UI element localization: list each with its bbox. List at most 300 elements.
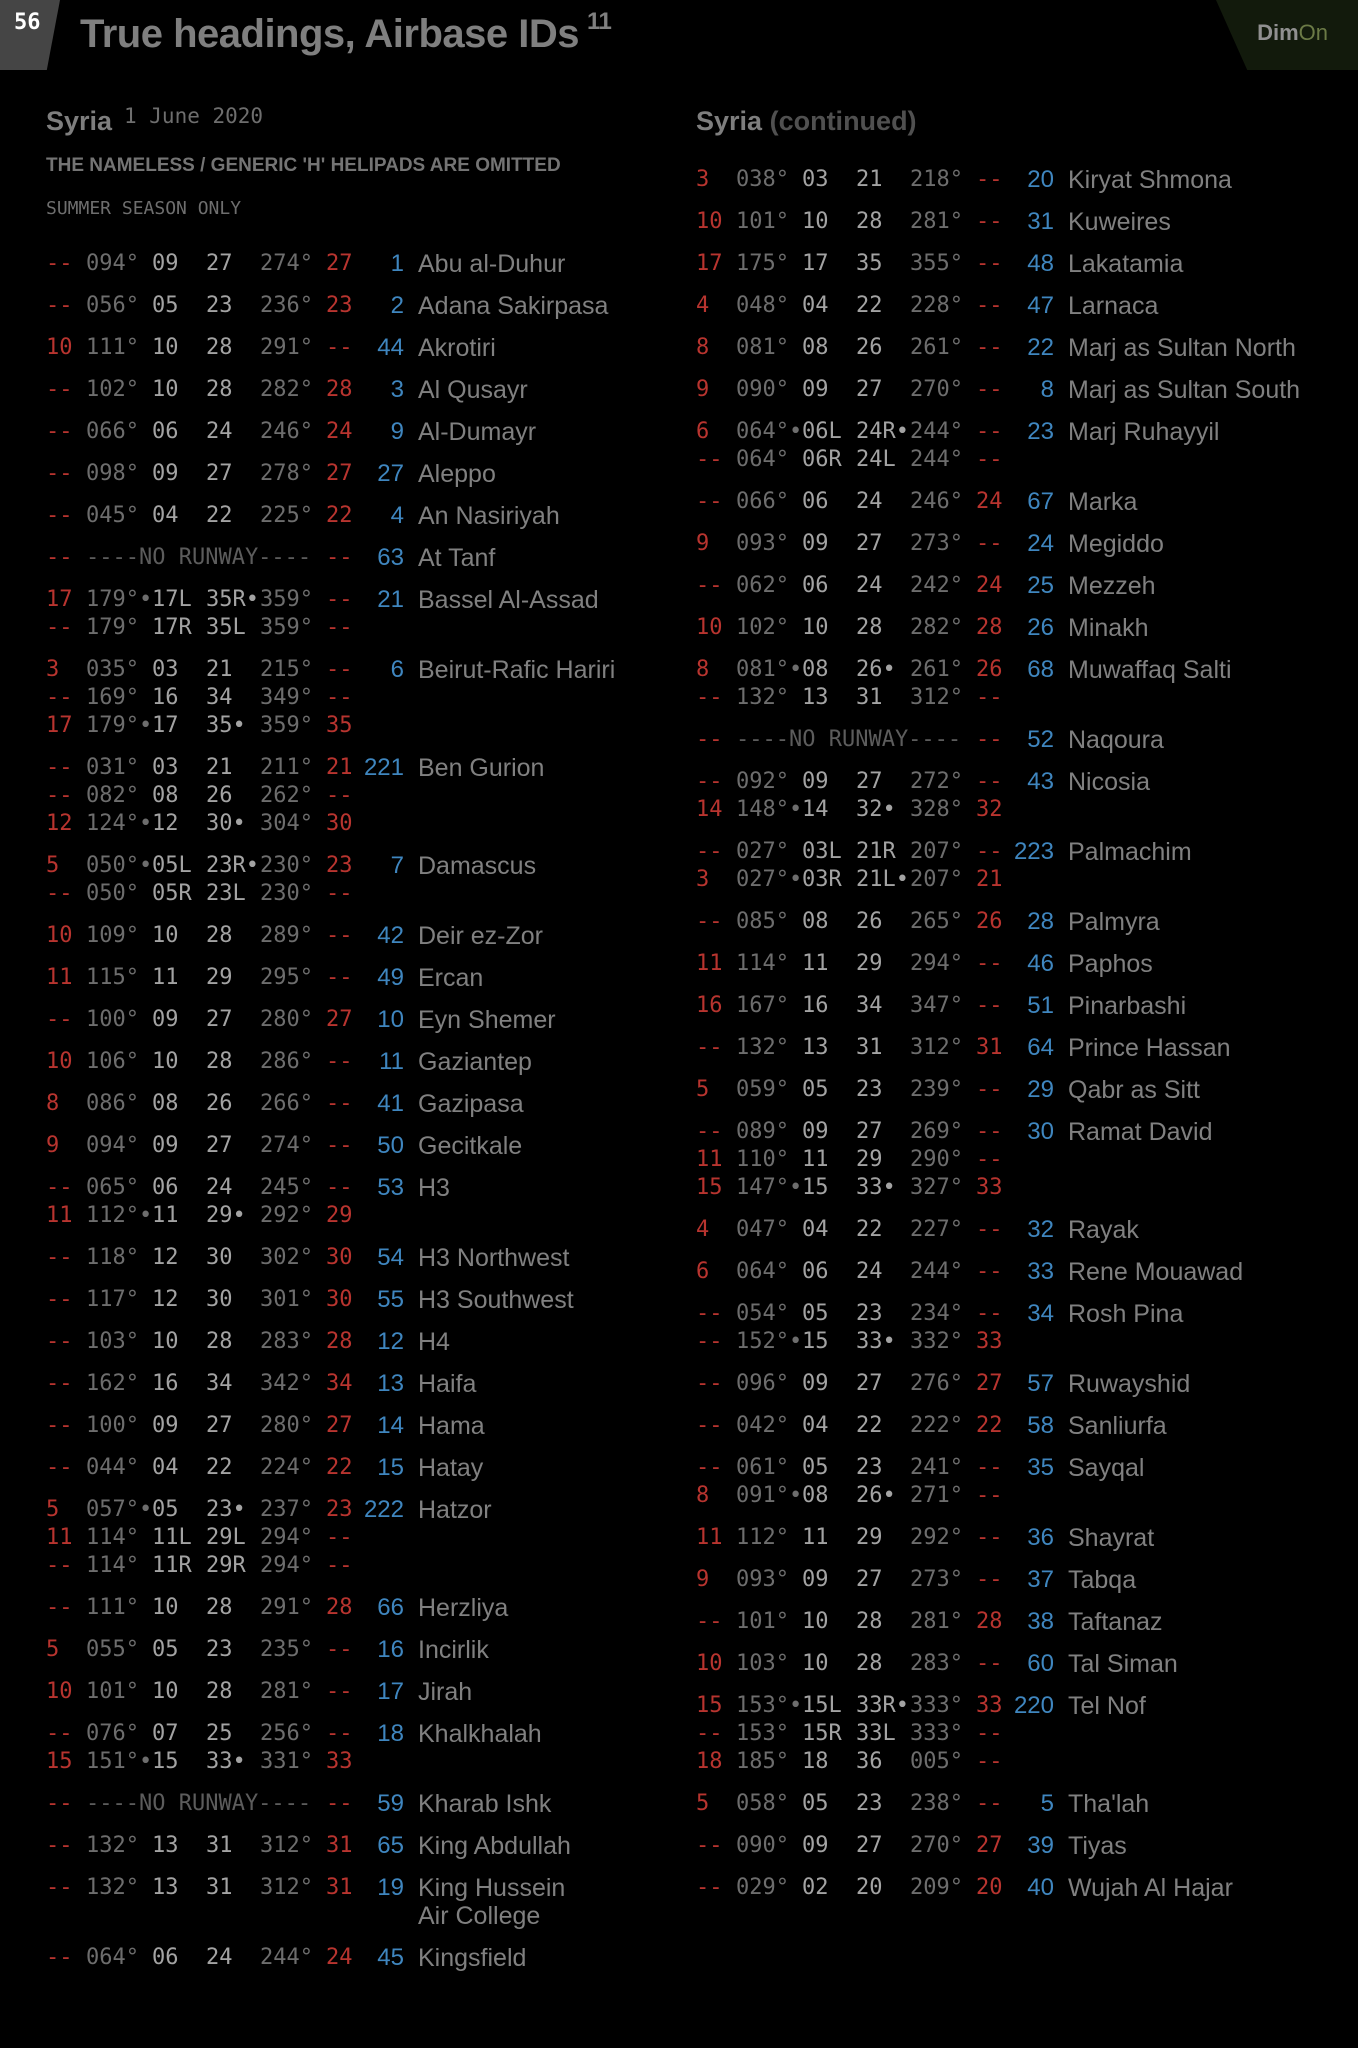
- heading-left: 065°: [86, 1175, 139, 1200]
- heading-left: 132°: [736, 685, 789, 710]
- heading-right: 312°: [260, 1875, 313, 1900]
- heading-right: 265°: [910, 909, 963, 934]
- heading-left: 094°: [86, 251, 139, 276]
- flight-level-left: --: [696, 839, 723, 864]
- heading-right: 290°: [910, 1147, 963, 1172]
- flight-level-right: --: [976, 1217, 1003, 1242]
- airbase-entry: [46, 922, 646, 950]
- runway-right: 23: [856, 1455, 883, 1480]
- runway-left: 09: [152, 251, 179, 276]
- no-runway-label: ----NO RUNWAY----: [86, 545, 312, 570]
- airbase-name: Marka: [1068, 488, 1138, 516]
- runway-left: 06: [802, 1259, 829, 1284]
- flight-level-right: --: [326, 1791, 353, 1816]
- flight-level-right: --: [976, 251, 1003, 276]
- airbase-entry: [696, 1692, 1336, 1776]
- heading-left: 115°: [86, 965, 139, 990]
- airbase-entry: [696, 1454, 1336, 1510]
- runway-left: 09: [802, 769, 829, 794]
- runway-row: [46, 1748, 646, 1776]
- runway-right: 24L: [856, 447, 896, 472]
- airbase-entry: [46, 1790, 646, 1818]
- heading-right: 282°: [910, 615, 963, 640]
- airbase-id: 36: [1027, 1524, 1054, 1551]
- flight-level-right: --: [976, 1721, 1003, 1746]
- airbase-entry: [46, 418, 646, 446]
- airbase-entry: [46, 964, 646, 992]
- airbase-entry: [46, 460, 646, 488]
- runway-left: 03: [152, 755, 179, 780]
- airbase-entry: [46, 1636, 646, 1664]
- flight-level-left: --: [46, 1875, 73, 1900]
- runway-row: [46, 1202, 646, 1230]
- flight-level-left: --: [46, 1791, 73, 1816]
- airbase-entry: [696, 488, 1336, 516]
- runway-left: 11: [802, 951, 829, 976]
- heading-left: 153°: [736, 1721, 789, 1746]
- runway-left: 08: [152, 783, 179, 808]
- airbase-name: Rosh Pina: [1068, 1300, 1184, 1328]
- runway-right: 23: [206, 1637, 233, 1662]
- airbase-entry: [46, 1874, 646, 1930]
- airbase-id: 1: [390, 250, 404, 277]
- heading-right: 332°: [910, 1329, 963, 1354]
- flight-level-right: --: [976, 1077, 1003, 1102]
- flight-level-left: 9: [696, 377, 710, 402]
- heading-left: 112°: [736, 1525, 789, 1550]
- airbase-entry: [696, 1874, 1336, 1902]
- runway-right: 31: [206, 1833, 233, 1858]
- flight-level-left: 11: [46, 965, 73, 990]
- runway-row: [46, 880, 646, 908]
- heading-right: 244°: [910, 1259, 963, 1284]
- heading-right: 241°: [910, 1455, 963, 1480]
- flight-level-left: --: [46, 881, 73, 906]
- flight-level-right: --: [326, 923, 353, 948]
- flight-level-left: 8: [46, 1091, 60, 1116]
- runway-right: 28: [856, 209, 883, 234]
- heading-left: 091°•: [736, 1483, 803, 1508]
- airbase-entry: [696, 1034, 1336, 1062]
- flight-level-left: --: [46, 1371, 73, 1396]
- heading-left: 103°: [736, 1651, 789, 1676]
- flight-level-left: 9: [46, 1133, 60, 1158]
- airbase-name: Gaziantep: [418, 1048, 532, 1076]
- flight-level-right: --: [326, 1133, 353, 1158]
- airbase-id: 6: [390, 656, 404, 683]
- heading-right: 244°: [910, 419, 963, 444]
- airbase-id: 48: [1027, 250, 1054, 277]
- runway-right: 27: [856, 531, 883, 556]
- runway-left: 06: [802, 573, 829, 598]
- airbase-name: Sayqal: [1068, 1454, 1145, 1482]
- flight-level-right: 24: [326, 419, 353, 444]
- page-number: 56: [14, 10, 41, 35]
- airbase-entry: [46, 1048, 646, 1076]
- note-season: SUMMER SEASON ONLY: [46, 198, 242, 219]
- runway-right: 26•: [856, 657, 896, 682]
- airbase-name: King Hussein Air College: [418, 1874, 566, 1930]
- runway-left: 05R: [152, 881, 192, 906]
- heading-left: 132°: [86, 1833, 139, 1858]
- airbase-id: 13: [377, 1370, 404, 1397]
- runway-row: [46, 1524, 646, 1552]
- heading-left: 064°: [736, 1259, 789, 1284]
- runway-left: 12: [152, 811, 179, 836]
- airbase-id: 14: [377, 1412, 404, 1439]
- airbase-id: 45: [377, 1944, 404, 1971]
- heading-right: 280°: [260, 1007, 313, 1032]
- flight-level-left: --: [46, 685, 73, 710]
- flight-level-left: 18: [696, 1749, 723, 1774]
- heading-right: 274°: [260, 1133, 313, 1158]
- airbase-id: 21: [377, 586, 404, 613]
- airbase-name: Herzliya: [418, 1594, 509, 1622]
- flight-level-left: --: [46, 1455, 73, 1480]
- runway-left: 11R: [152, 1553, 192, 1578]
- heading-left: 054°: [736, 1301, 789, 1326]
- airbase-id: 52: [1027, 726, 1054, 753]
- runway-row: [696, 1146, 1336, 1174]
- heading-left: 185°: [736, 1749, 789, 1774]
- airbase-id: 223: [1013, 838, 1054, 865]
- runway-left: 03: [802, 167, 829, 192]
- heading-left: 045°: [86, 503, 139, 528]
- runway-left: 15: [802, 1175, 829, 1200]
- airbase-entry: [696, 992, 1336, 1020]
- flight-level-left: 10: [696, 615, 723, 640]
- flight-level-left: --: [46, 783, 73, 808]
- heading-left: 064°•: [736, 419, 803, 444]
- airbase-entry: [46, 1944, 646, 1972]
- airbase-id: 55: [377, 1286, 404, 1313]
- airbase-name: Gazipasa: [418, 1090, 524, 1118]
- runway-left: 05: [802, 1301, 829, 1326]
- flight-level-left: --: [46, 461, 73, 486]
- heading-right: 261°: [910, 335, 963, 360]
- runway-left: 10: [802, 615, 829, 640]
- airbase-name: Kuweires: [1068, 208, 1171, 236]
- heading-left: 102°: [736, 615, 789, 640]
- airbase-id: 34: [1027, 1300, 1054, 1327]
- heading-right: 294°: [260, 1553, 313, 1578]
- runway-left: 13: [802, 685, 829, 710]
- airbase-name: Shayrat: [1068, 1524, 1155, 1552]
- heading-left: 101°: [736, 1609, 789, 1634]
- flight-level-left: --: [46, 755, 73, 780]
- no-runway-label: ----NO RUNWAY----: [86, 1791, 312, 1816]
- airbase-entry: [696, 208, 1336, 236]
- airbase-entry: [696, 950, 1336, 978]
- heading-left: 151°•: [86, 1749, 153, 1774]
- heading-right: 301°: [260, 1287, 313, 1312]
- flight-level-left: --: [696, 1329, 723, 1354]
- flight-level-left: 15: [696, 1693, 723, 1718]
- runway-right: 27: [206, 1413, 233, 1438]
- flight-level-right: --: [976, 419, 1003, 444]
- heading-right: 292°: [910, 1525, 963, 1550]
- runway-left: 10: [802, 209, 829, 234]
- runway-left: 03R: [802, 867, 842, 892]
- flight-level-left: --: [696, 909, 723, 934]
- runway-left: 16: [152, 685, 179, 710]
- flight-level-right: --: [326, 1637, 353, 1662]
- airbase-name: Sanliurfa: [1068, 1412, 1167, 1440]
- runway-left: 15R: [802, 1721, 842, 1746]
- airbase-entry: [46, 1496, 646, 1580]
- heading-right: 283°: [260, 1329, 313, 1354]
- heading-right: 234°: [910, 1301, 963, 1326]
- runway-right: 31: [856, 1035, 883, 1060]
- airbase-id: 64: [1027, 1034, 1054, 1061]
- flight-level-left: 10: [46, 1679, 73, 1704]
- runway-right: 28: [206, 1049, 233, 1074]
- flight-level-left: --: [46, 1553, 73, 1578]
- runway-left: 13: [152, 1875, 179, 1900]
- heading-left: 112°•: [86, 1203, 153, 1228]
- flight-level-left: --: [46, 1595, 73, 1620]
- airbase-entry: [46, 334, 646, 362]
- airbase-id: 38: [1027, 1608, 1054, 1635]
- heading-left: 064°: [736, 447, 789, 472]
- airbase-name: Wujah Al Hajar: [1068, 1874, 1233, 1902]
- flight-level-right: --: [976, 951, 1003, 976]
- airbase-name: Palmachim: [1068, 838, 1192, 866]
- flight-level-right: 23: [326, 293, 353, 318]
- heading-right: 236°: [260, 293, 313, 318]
- heading-left: 179°•: [86, 587, 153, 612]
- airbase-name: Ercan: [418, 964, 484, 992]
- heading-left: 096°: [736, 1371, 789, 1396]
- page-title: [80, 8, 611, 57]
- airbase-id: 28: [1027, 908, 1054, 935]
- airbase-id: 46: [1027, 950, 1054, 977]
- airbase-id: 222: [363, 1496, 404, 1523]
- heading-left: 148°•: [736, 797, 803, 822]
- heading-left: 058°: [736, 1791, 789, 1816]
- heading-right: 244°: [910, 447, 963, 472]
- flight-level-left: 8: [696, 1483, 710, 1508]
- heading-right: 244°: [260, 1945, 313, 1970]
- flight-level-left: --: [696, 1609, 723, 1634]
- runway-right: 29•: [206, 1203, 246, 1228]
- heading-left: 050°: [86, 881, 139, 906]
- flight-level-right: --: [326, 1091, 353, 1116]
- flight-level-right: --: [976, 1455, 1003, 1480]
- airbase-id: 29: [1027, 1076, 1054, 1103]
- airbase-name: Hama: [418, 1412, 485, 1440]
- heading-right: 242°: [910, 573, 963, 598]
- heading-left: 106°: [86, 1049, 139, 1074]
- runway-left: 09: [802, 1567, 829, 1592]
- heading-left: 031°: [86, 755, 139, 780]
- runway-right: 35R•: [206, 587, 259, 612]
- heading-right: 281°: [910, 209, 963, 234]
- runway-right: 33R•: [856, 1693, 909, 1718]
- airbase-name: Minakh: [1068, 614, 1149, 642]
- airbase-name: Haifa: [418, 1370, 477, 1398]
- heading-right: 312°: [910, 685, 963, 710]
- airbase-name: Paphos: [1068, 950, 1153, 978]
- runway-right: 24: [856, 573, 883, 598]
- airbase-name: Qabr as Sitt: [1068, 1076, 1200, 1104]
- airbase-name: Al-Dumayr: [418, 418, 537, 446]
- runway-left: 12: [152, 1245, 179, 1270]
- airbase-entry: [696, 1650, 1336, 1678]
- flight-level-right: 30: [326, 811, 353, 836]
- runway-left: 10: [152, 335, 179, 360]
- heading-right: 005°: [910, 1749, 963, 1774]
- airbase-entry: [696, 1412, 1336, 1440]
- airbase-id: 65: [377, 1832, 404, 1859]
- runway-right: 29L: [206, 1525, 246, 1550]
- flight-level-right: --: [976, 1791, 1003, 1816]
- runway-right: 24: [206, 1175, 233, 1200]
- runway-right: 24: [856, 489, 883, 514]
- flight-level-right: --: [976, 293, 1003, 318]
- runway-left: 16: [802, 993, 829, 1018]
- flight-level-right: 23: [326, 853, 353, 878]
- heading-left: 048°: [736, 293, 789, 318]
- airbase-name: Gecitkale: [418, 1132, 523, 1160]
- flight-level-left: --: [696, 573, 723, 598]
- runway-left: 11: [152, 965, 179, 990]
- airbase-id: 30: [1027, 1118, 1054, 1145]
- airbase-entry: [696, 1370, 1336, 1398]
- runway-left: 04: [802, 1413, 829, 1438]
- flight-level-left: 6: [696, 1259, 710, 1284]
- airbase-entry: [46, 544, 646, 572]
- airbase-name: Akrotiri: [418, 334, 496, 362]
- heading-right: 224°: [260, 1455, 313, 1480]
- airbase-entry: [696, 418, 1336, 474]
- heading-left: 089°: [736, 1119, 789, 1144]
- heading-right: 270°: [910, 377, 963, 402]
- runway-left: 09: [152, 1007, 179, 1032]
- airbase-entry: [696, 656, 1336, 712]
- flight-level-right: 35: [326, 713, 353, 738]
- runway-left: 15: [152, 1749, 179, 1774]
- heading-right: 225°: [260, 503, 313, 528]
- airbase-id: 17: [377, 1678, 404, 1705]
- runway-left: 10: [802, 1609, 829, 1634]
- runway-left: 08: [802, 335, 829, 360]
- runway-right: 33L: [856, 1721, 896, 1746]
- runway-right: 27: [856, 1833, 883, 1858]
- airbase-name: Ben Gurion: [418, 754, 545, 782]
- airbase-entry: [696, 334, 1336, 362]
- flight-level-right: 21: [326, 755, 353, 780]
- airbase-name: Hatay: [418, 1454, 484, 1482]
- runway-left: 09: [152, 1133, 179, 1158]
- runway-left: 10: [152, 1049, 179, 1074]
- flight-level-right: --: [326, 335, 353, 360]
- airbase-id: 49: [377, 964, 404, 991]
- airbase-name: Rene Mouawad: [1068, 1258, 1244, 1286]
- airbase-entry: [46, 1244, 646, 1272]
- airbase-id: 9: [390, 418, 404, 445]
- heading-right: 294°: [910, 951, 963, 976]
- flight-level-left: 10: [696, 1651, 723, 1676]
- airbase-name: H4: [418, 1328, 450, 1356]
- airbase-id: 44: [377, 334, 404, 361]
- heading-left: 169°: [86, 685, 139, 710]
- airbase-entry: [696, 768, 1336, 824]
- runway-left: 02: [802, 1875, 829, 1900]
- runway-left: 10: [152, 377, 179, 402]
- flight-level-left: --: [696, 447, 723, 472]
- flight-level-right: 22: [326, 1455, 353, 1480]
- heading-right: 274°: [260, 251, 313, 276]
- runway-right: 31: [856, 685, 883, 710]
- heading-left: 147°•: [736, 1175, 803, 1200]
- airbase-id: 10: [377, 1006, 404, 1033]
- heading-left: 027°: [736, 839, 789, 864]
- runway-right: 21L•: [856, 867, 909, 892]
- runway-left: 17: [152, 713, 179, 738]
- airbase-entry: [46, 1090, 646, 1118]
- heading-left: 086°: [86, 1091, 139, 1116]
- brand-on: On: [1298, 20, 1328, 45]
- flight-level-left: --: [696, 1413, 723, 1438]
- flight-level-right: --: [976, 1259, 1003, 1284]
- flight-level-right: 31: [326, 1875, 353, 1900]
- flight-level-left: --: [46, 293, 73, 318]
- flight-level-right: --: [326, 587, 353, 612]
- flight-level-left: 5: [46, 1497, 60, 1522]
- runway-right: 28: [206, 923, 233, 948]
- heading-right: 327°: [910, 1175, 963, 1200]
- heading-left: 090°: [736, 377, 789, 402]
- airbase-entry: [46, 1678, 646, 1706]
- airbase-entry: [46, 754, 646, 838]
- flight-level-left: --: [46, 1413, 73, 1438]
- airbase-entry: [46, 292, 646, 320]
- flight-level-right: 24: [326, 1945, 353, 1970]
- airbase-entry: [46, 376, 646, 404]
- runway-right: 23: [856, 1077, 883, 1102]
- runway-right: 24: [206, 1945, 233, 1970]
- airbase-name: Ramat David: [1068, 1118, 1213, 1146]
- runway-left: 07: [152, 1721, 179, 1746]
- section-title-text: Syria: [46, 106, 113, 136]
- heading-right: 246°: [910, 489, 963, 514]
- heading-left: 042°: [736, 1413, 789, 1438]
- runway-left: 14: [802, 797, 829, 822]
- airbase-name: Deir ez-Zor: [418, 922, 544, 950]
- airbase-name: Kharab Ishk: [418, 1790, 552, 1818]
- airbase-entry: [46, 656, 646, 740]
- airbase-id: 24: [1027, 530, 1054, 557]
- runway-row: [46, 712, 646, 740]
- flight-level-right: --: [976, 209, 1003, 234]
- runway-row: [46, 782, 646, 810]
- airbase-name: Tel Nof: [1068, 1692, 1146, 1720]
- airbase-id: 59: [377, 1790, 404, 1817]
- runway-row: [696, 796, 1336, 824]
- section-title-continued: [696, 106, 917, 137]
- heading-right: 228°: [910, 293, 963, 318]
- airbase-id: 66: [377, 1594, 404, 1621]
- runway-right: 21R: [856, 839, 896, 864]
- airbase-id: 25: [1027, 572, 1054, 599]
- runway-left: 05L: [152, 853, 192, 878]
- airbase-entry: [46, 1286, 646, 1314]
- flight-level-right: 22: [326, 503, 353, 528]
- flight-level-right: --: [326, 1721, 353, 1746]
- runway-row: [46, 810, 646, 838]
- runway-right: 34: [206, 1371, 233, 1396]
